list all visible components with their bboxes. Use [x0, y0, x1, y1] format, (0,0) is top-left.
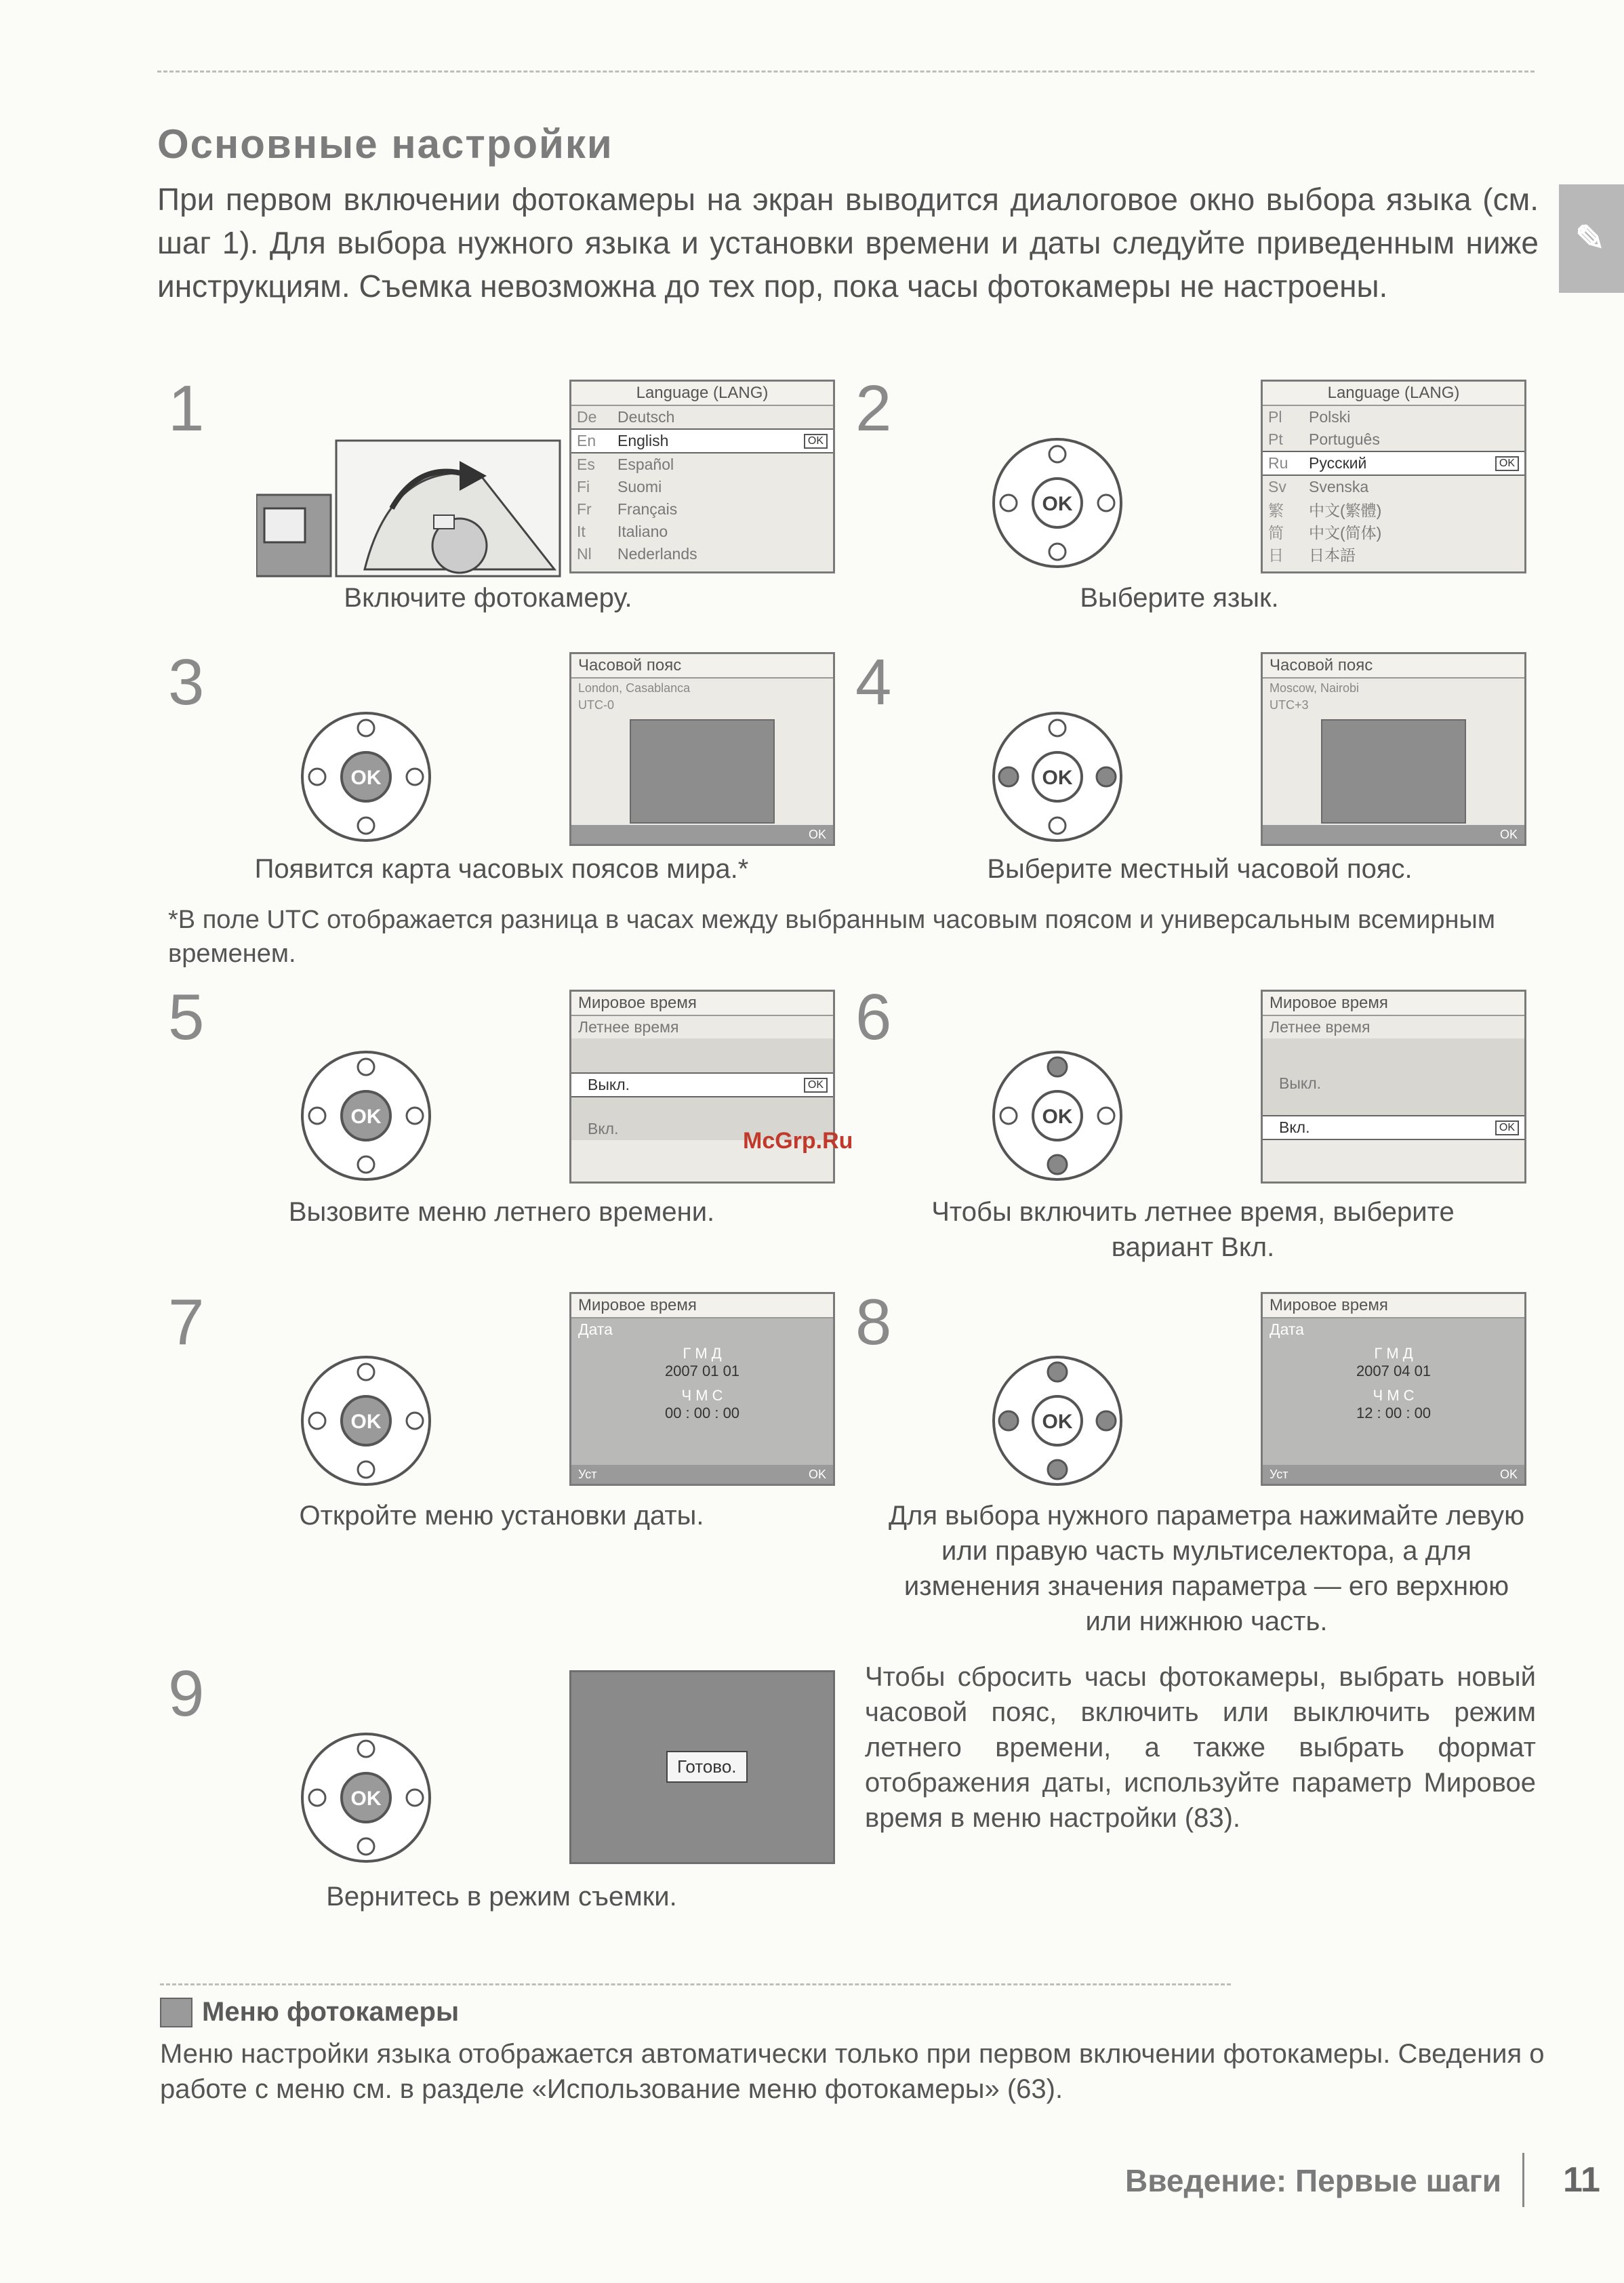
utc-footnote: *В поле UTC отображается разница в часах между выбранным часовым поясом и универсальным всемирным временем.: [168, 906, 1495, 968]
dst-title: Летнее время: [578, 1018, 679, 1036]
ok-badge: OK: [1495, 1120, 1519, 1135]
screen-footer: [1263, 825, 1524, 844]
ok-hint: OK: [808, 1467, 826, 1481]
page-title: Основные настройки: [157, 121, 613, 167]
language-screen-2: [1261, 380, 1526, 573]
screen-header: Мировое время: [1263, 1294, 1524, 1318]
lang-code: Pl: [1268, 408, 1282, 426]
lang-code: Pt: [1268, 430, 1283, 448]
screen-footer: [571, 825, 833, 844]
lang-code: Nl: [577, 545, 592, 563]
step-number: 2: [855, 372, 892, 445]
tip-icon: [160, 1998, 192, 2027]
timezone-utc: UTC+3: [1270, 698, 1309, 712]
lang-code: Es: [577, 456, 595, 473]
lang-name: Italiano: [617, 523, 668, 540]
language-screen-1: [569, 380, 835, 573]
option-label: Выкл.: [588, 1076, 630, 1093]
ok-badge: OK: [804, 1078, 828, 1093]
multi-selector-icon: [990, 709, 1125, 845]
tip-text: Меню настройки языка отображается автоматически только при первом включении фотокамеры. Сведения о работе с меню см. в разделе «Использование меню фотокамеры» (63).: [160, 2039, 1545, 2104]
multi-selector-icon: [298, 1048, 434, 1184]
screen-header: Language (LANG): [1263, 382, 1524, 406]
step-caption: Появится карта часовых поясов мира.*: [254, 854, 749, 884]
date-screen-1: [569, 1292, 835, 1486]
screen-header: Часовой пояс: [1263, 654, 1524, 679]
done-message: Готово.: [666, 1751, 748, 1783]
step-caption: Чтобы включить летнее время, выберите вариант Вкл.: [931, 1197, 1455, 1262]
step-number: 3: [168, 646, 205, 719]
step-caption: Выберите язык.: [1080, 583, 1279, 613]
lang-row[interactable]: [571, 406, 833, 428]
lang-row[interactable]: [1263, 428, 1524, 451]
chapter-tab: [1559, 184, 1624, 293]
step-caption: Откройте меню установки даты.: [299, 1501, 704, 1531]
lang-name: Deutsch: [617, 408, 675, 426]
set-hint: Уст: [1270, 1467, 1288, 1481]
lang-row[interactable]: [571, 543, 833, 565]
ok-badge: OK: [1495, 456, 1519, 471]
world-map: [630, 719, 775, 824]
date-title: Дата: [578, 1320, 613, 1338]
ok-label: OK: [1042, 1411, 1073, 1433]
dst-screen-1: [569, 990, 835, 1184]
lang-name: Nederlands: [617, 545, 697, 563]
step-caption: Для выбора нужного параметра нажимайте левую или правую часть мультиселектора, а для изменения значения параметра — его верхнюю или нижнюю часть.: [888, 1501, 1525, 1636]
lang-code: De: [577, 408, 597, 426]
date-labels: Г М Д: [1374, 1345, 1413, 1362]
lang-code: 简: [1268, 524, 1284, 542]
screen-header: Language (LANG): [571, 382, 833, 406]
tip-title: Меню фотокамеры: [202, 1997, 460, 2027]
date-value[interactable]: 2007 04 01: [1356, 1362, 1432, 1379]
dst-option-off[interactable]: [1263, 1072, 1524, 1095]
ok-hint: OK: [1499, 827, 1518, 841]
watermark: McGrp.Ru: [743, 1128, 853, 1154]
timezone-screen-1: [569, 652, 835, 846]
dst-title: Летнее время: [1270, 1018, 1371, 1036]
lang-name: English: [617, 432, 669, 449]
ok-label: OK: [350, 1787, 382, 1810]
tip-rule: [160, 1983, 1231, 1985]
timezone-screen-2: [1261, 652, 1526, 846]
step-number: 1: [168, 372, 205, 445]
option-label: Выкл.: [1279, 1074, 1322, 1092]
camera-power-illustration: [256, 434, 561, 583]
world-map: [1321, 719, 1466, 824]
time-value[interactable]: 12 : 00 : 00: [1356, 1405, 1432, 1421]
chapter-icon: ✎: [1575, 219, 1605, 258]
timezone-city: Moscow, Nairobi: [1270, 681, 1360, 695]
lang-name: 中文(简体): [1309, 524, 1382, 542]
ok-label: OK: [350, 1411, 382, 1433]
lang-code: Sv: [1268, 478, 1286, 496]
set-hint: Уст: [578, 1467, 597, 1481]
step-number: 9: [168, 1657, 205, 1730]
lang-name: 中文(繁體): [1309, 502, 1382, 519]
ok-label: OK: [1042, 1106, 1073, 1128]
lang-code: 日: [1268, 546, 1284, 564]
done-screen: [569, 1670, 835, 1864]
screen-header: Мировое время: [571, 992, 833, 1016]
multi-selector-icon: [298, 1730, 434, 1865]
screen-footer: [571, 1465, 833, 1484]
multi-selector-icon: [990, 1048, 1125, 1184]
multi-selector-icon: [298, 709, 434, 845]
lang-name: Svenska: [1309, 478, 1369, 496]
ok-hint: OK: [808, 827, 826, 841]
intro-paragraph: При первом включении фотокамеры на экран выводится диалоговое окно выбора языка (см. шаг 1). Для выбора нужного языка и установки времени и даты следуйте приведенным ниже инструкциям. Съемка невозможна до тех пор, пока часы фотокамеры не настроены.: [157, 182, 1539, 304]
lang-name: Suomi: [617, 478, 662, 496]
step-number: 8: [855, 1286, 892, 1358]
lang-row-selected[interactable]: [571, 428, 833, 453]
ok-label: OK: [350, 1106, 382, 1128]
option-label: Вкл.: [588, 1120, 619, 1137]
lang-row[interactable]: [571, 453, 833, 476]
step-caption: Включите фотокамеру.: [344, 583, 632, 613]
ok-hint: OK: [1499, 1467, 1518, 1481]
tip-heading: [160, 1997, 459, 2027]
time-labels: Ч М С: [1373, 1387, 1415, 1404]
ok-label: OK: [1042, 493, 1073, 515]
step-number: 4: [855, 646, 892, 719]
step-number: 6: [855, 981, 892, 1053]
multi-selector-icon: [990, 435, 1125, 571]
lang-row[interactable]: [1263, 543, 1524, 565]
lang-code: It: [577, 523, 586, 540]
ok-label: OK: [350, 767, 382, 789]
date-title: Дата: [1270, 1320, 1304, 1338]
screen-footer: [1263, 1465, 1524, 1484]
step-caption: Выберите местный часовой пояс.: [987, 854, 1413, 884]
date-labels: Г М Д: [683, 1345, 722, 1362]
time-value[interactable]: 00 : 00 : 00: [664, 1405, 740, 1421]
timezone-utc: UTC-0: [578, 698, 614, 712]
lang-row[interactable]: [1263, 406, 1524, 428]
ok-label: OK: [1042, 767, 1073, 789]
screen-header: Мировое время: [571, 1294, 833, 1318]
page-number: 11: [1563, 2160, 1600, 2200]
dst-option-off[interactable]: [571, 1072, 833, 1097]
step-caption: Вернитесь в режим съемки.: [326, 1882, 677, 1912]
lang-row[interactable]: [571, 476, 833, 498]
lang-code: 繁: [1268, 502, 1284, 519]
lang-code: Fr: [577, 500, 592, 518]
lang-row[interactable]: [571, 521, 833, 543]
step-number: 5: [168, 981, 205, 1053]
dst-screen-2: [1261, 990, 1526, 1184]
lang-row[interactable]: [1263, 476, 1524, 498]
multi-selector-icon: [298, 1353, 434, 1489]
lang-name: Português: [1309, 430, 1380, 448]
top-rule: [157, 70, 1535, 73]
lang-row-selected[interactable]: [1263, 451, 1524, 476]
lang-name: Polski: [1309, 408, 1351, 426]
step-caption: Вызовите меню летнего времени.: [288, 1197, 715, 1227]
lang-code: Ru: [1268, 454, 1288, 472]
step-number: 7: [168, 1286, 205, 1358]
date-screen-2: [1261, 1292, 1526, 1486]
lang-row[interactable]: [1263, 498, 1524, 521]
reset-clock-note: Чтобы сбросить часы фотокамеры, выбрать новый часовой пояс, включить или выключить режим летнего времени, а также выбрать формат отображения даты, используйте параметр Мировое время в меню настройки (83).: [865, 1662, 1536, 1833]
lang-code: Fi: [577, 478, 590, 496]
section-footer: Введение: Первые шаги: [1125, 2163, 1502, 2198]
lang-name: 日本語: [1309, 546, 1356, 564]
time-labels: Ч М С: [681, 1387, 723, 1404]
lang-row[interactable]: [571, 498, 833, 521]
lang-name: Русский: [1309, 454, 1367, 472]
multi-selector-icon: [990, 1353, 1125, 1489]
screen-header: Часовой пояс: [571, 654, 833, 679]
timezone-city: London, Casablanca: [578, 681, 691, 695]
lang-name: Español: [617, 456, 674, 473]
dst-option-on[interactable]: [1263, 1115, 1524, 1140]
lang-code: En: [577, 432, 596, 449]
footer-separator: [1522, 2153, 1524, 2207]
date-value[interactable]: 2007 01 01: [664, 1362, 740, 1379]
screen-header: Мировое время: [1263, 992, 1524, 1016]
lang-row[interactable]: [1263, 521, 1524, 543]
lang-name: Français: [617, 500, 678, 518]
ok-badge: OK: [804, 434, 828, 449]
option-label: Вкл.: [1279, 1118, 1310, 1136]
